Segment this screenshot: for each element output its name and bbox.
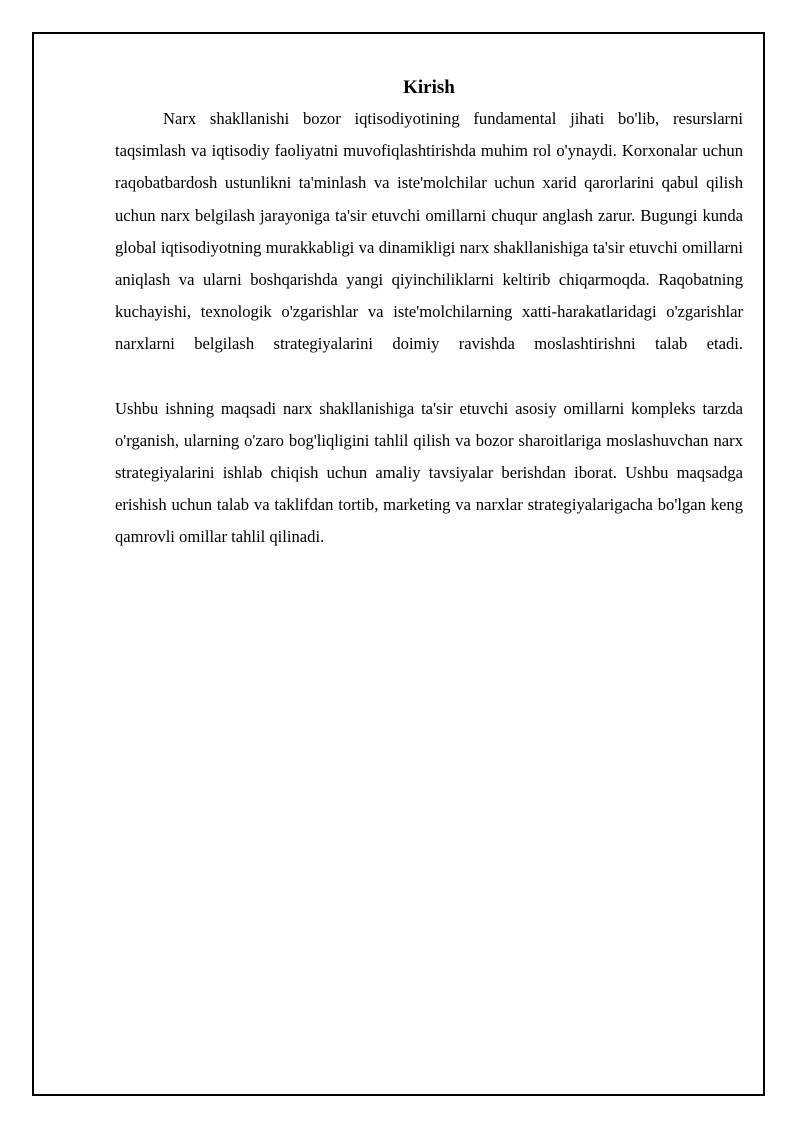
section-heading: Kirish [403,77,455,98]
document-body [115,73,743,554]
intro-paragraph-1: Narx shakllanishi bozor iqtisodiyotining fundamental jihati bo'lib, resurslarni taqsimlash va iqtisodiy faoliyatni muvofiqlashtirishda muhim rol o'ynaydi. Korxonalar uchun raqobatbardosh ustunlikni ta'minlash va iste'molchilar uchun xarid qarorlarini qabul qilish uchun narx belgilash jarayoniga ta'sir etuvchi omillarni chuqur anglash zarur. Bugungi kunda global iqtisodiyotning murakkabligi va dinamikligi narx shakllanishiga ta'sir etuvchi omillarni aniqlash va ularni boshqarishda yangi qiyinchiliklarni keltirib chiqarmoqda. Raqobatning kuchayishi, texnologik o'zgarishlar va iste'molchilarning xatti-harakatlaridagi o'zgarishlar narxlarni belgilash strategiyalarini doimiy ravishda moslashtirishni talab etadi. [115,109,743,354]
intro-paragraph-2: Ushbu ishning maqsadi narx shakllanishiga ta'sir etuvchi asosiy omillarni kompleks tarzda o'rganish, ularning o'zaro bog'liqligini tahlil qilish va bozor sharoitlariga moslashuvchan narx strategiyalarini ishlab chiqish uchun amaliy tavsiyalar berishdan iborat. Ushbu maqsadga erishish uchun talab va taklifdan tortib, marketing va narxlar strategiyalarigacha bo'lgan keng qamrovli omillar tahlil qilinadi. [115,398,743,547]
